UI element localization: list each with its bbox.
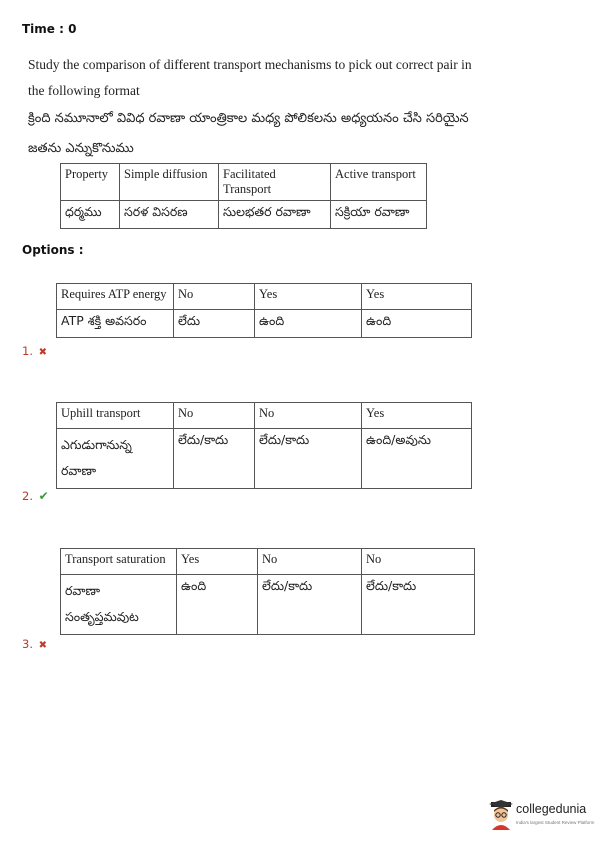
logo-tagline: India's largest Student Review Platform xyxy=(516,820,595,825)
table-row xyxy=(57,310,472,338)
table-cell: ఎగుడుగానున్న రవాణా xyxy=(57,429,174,489)
option-2-number[interactable] xyxy=(22,489,49,503)
option-3-table xyxy=(60,548,475,635)
table-cell: లేదు/కాదు xyxy=(255,429,362,489)
table-row xyxy=(57,403,472,429)
option-number-label: 2. xyxy=(22,489,33,503)
table-cell: Property xyxy=(61,164,120,201)
table-row xyxy=(61,164,427,201)
table-cell: Yes xyxy=(255,284,362,310)
table-cell: ధర్మము xyxy=(61,201,120,229)
table-cell: రవాణా సంతృప్తమవుట xyxy=(61,575,177,635)
table-cell: సక్రియా రవాణా xyxy=(331,201,427,229)
table-cell: Uphill transport xyxy=(57,403,174,429)
table-cell: ఉంది xyxy=(255,310,362,338)
table-cell: Simple diffusion xyxy=(120,164,219,201)
options-heading: Options : xyxy=(22,243,84,257)
student-avatar-icon xyxy=(488,800,514,830)
table-cell: No xyxy=(174,284,255,310)
table-cell: No xyxy=(362,549,475,575)
table-cell: No xyxy=(174,403,255,429)
table-cell: ఉంది xyxy=(362,310,472,338)
table-cell: Yes xyxy=(362,403,472,429)
logo-name: collegedunia xyxy=(516,802,587,816)
time-label: Time : 0 xyxy=(22,22,77,36)
table-cell: Requires ATP energy xyxy=(57,284,174,310)
table-row xyxy=(61,549,475,575)
table-cell: సరళ విసరణ xyxy=(120,201,219,229)
cross-icon: ✖ xyxy=(38,640,48,651)
table-cell: Yes xyxy=(362,284,472,310)
table-cell: ATP శక్తి అవసరం xyxy=(57,310,174,338)
option-2-table xyxy=(56,402,472,489)
table-row xyxy=(61,201,427,229)
table-cell: Transport saturation xyxy=(61,549,177,575)
collegedunia-logo xyxy=(488,798,593,834)
checkmark-icon: ✔ xyxy=(38,489,49,503)
table-cell: లేదు/కాదు xyxy=(362,575,475,635)
table-cell: లేదు/కాదు xyxy=(174,429,255,489)
question-english: Study the comparison of different transport mechanisms to pick out correct pair in the following format xyxy=(28,57,472,98)
option-1-table xyxy=(56,283,472,338)
format-table xyxy=(60,163,427,229)
table-cell: No xyxy=(258,549,362,575)
table-cell: లేదు/కాదు xyxy=(258,575,362,635)
table-cell: Yes xyxy=(177,549,258,575)
table-cell: Facilitated Transport xyxy=(219,164,331,201)
table-cell: Active transport xyxy=(331,164,427,201)
option-number-label: 3. xyxy=(22,637,33,651)
option-1-number[interactable] xyxy=(22,344,47,358)
table-cell: లేదు xyxy=(174,310,255,338)
table-cell: సులభతర రవాణా xyxy=(219,201,331,229)
table-cell: ఉంది xyxy=(177,575,258,635)
table-cell: ఉంది/అవును xyxy=(362,429,472,489)
table-row xyxy=(57,284,472,310)
question-telugu: క్రింది నమూనాలో వివిధ రవాణా యాంత్రికాల మధ్య పోలికలను అధ్యయనం చేసి సరియైన జతను ఎన్నుకొనుము xyxy=(28,111,469,156)
option-3-number[interactable] xyxy=(22,637,47,651)
option-number-label: 1. xyxy=(22,344,33,358)
table-row xyxy=(57,429,472,489)
cross-icon: ✖ xyxy=(38,347,48,358)
table-cell: No xyxy=(255,403,362,429)
table-row xyxy=(61,575,475,635)
